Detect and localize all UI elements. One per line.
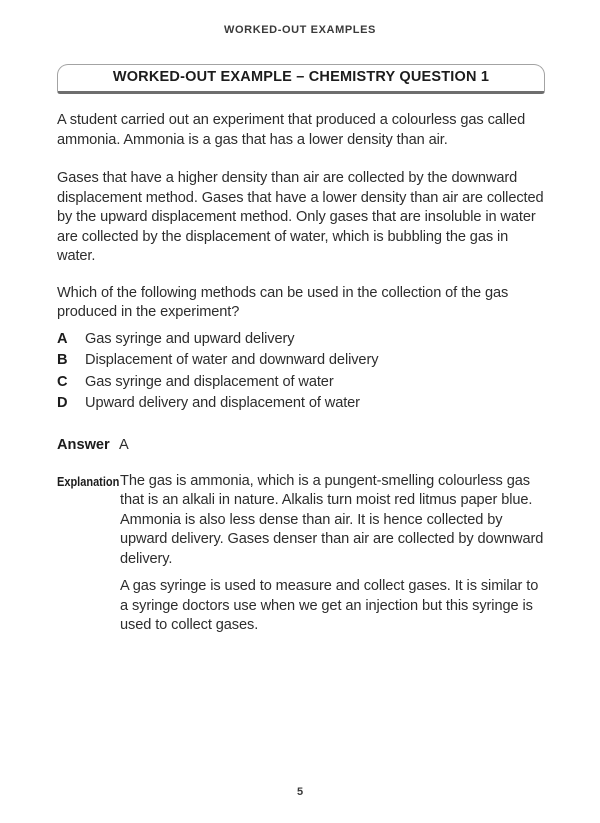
page-number: 5: [296, 786, 304, 798]
option-letter: D: [57, 395, 68, 411]
example-title-box: [57, 64, 545, 94]
explanation-row: [57, 472, 546, 636]
question-prompt: Which of the following methods can be used in the collection of the gas produced in the experiment?: [57, 284, 509, 320]
option-letter: C: [57, 373, 68, 390]
option-row: [57, 393, 546, 415]
answer-label: Answer: [57, 436, 110, 453]
option-text: Upward delivery and displacement of water: [85, 395, 360, 411]
answer-row: [57, 435, 546, 455]
example-title: WORKED-OUT EXAMPLE – CHEMISTRY QUESTION 1: [112, 69, 490, 85]
option-text: Gas syringe and displacement of water: [85, 373, 334, 390]
option-letter: A: [57, 330, 68, 347]
page-content: [57, 111, 546, 636]
explanation-text: [120, 472, 546, 636]
explanation-paragraph: The gas is ammonia, which is a pungent-smelling colourless gas that is an alkali in nature. Alkalis turn moist red litmus paper blue. Ammonia is also less dense than air. It is hence collected by upward delivery. Gases denser than air are collected by downward delivery.: [120, 472, 544, 567]
intro-paragraph: Gases that have a higher density than air are collected by the downward displacement method. Gases that have a lower density than air are collected by the upward displacement method. Only gases that are insoluble in water are collected by the displacement of water, which is bubbling the gas in water.: [57, 170, 544, 264]
option-row: [57, 350, 546, 372]
options-list: [57, 329, 546, 415]
running-head: WORKED-OUT EXAMPLES: [224, 24, 376, 36]
option-text: Gas syringe and upward delivery: [85, 330, 295, 347]
option-row: [57, 329, 546, 351]
explanation-paragraph: A gas syringe is used to measure and collect gases. It is similar to a syringe doctors use when we get an injection but this syringe is used to collect gases.: [120, 578, 539, 633]
intro-paragraph: A student carried out an experiment that produced a colourless gas called ammonia. Ammonia is a gas that has a lower density than air.: [57, 112, 526, 148]
explanation-label: Explanation: [57, 474, 120, 489]
option-row: [57, 372, 546, 394]
option-letter: B: [57, 352, 68, 368]
answer-value: A: [119, 436, 129, 453]
option-text: Displacement of water and downward delivery: [85, 352, 379, 368]
